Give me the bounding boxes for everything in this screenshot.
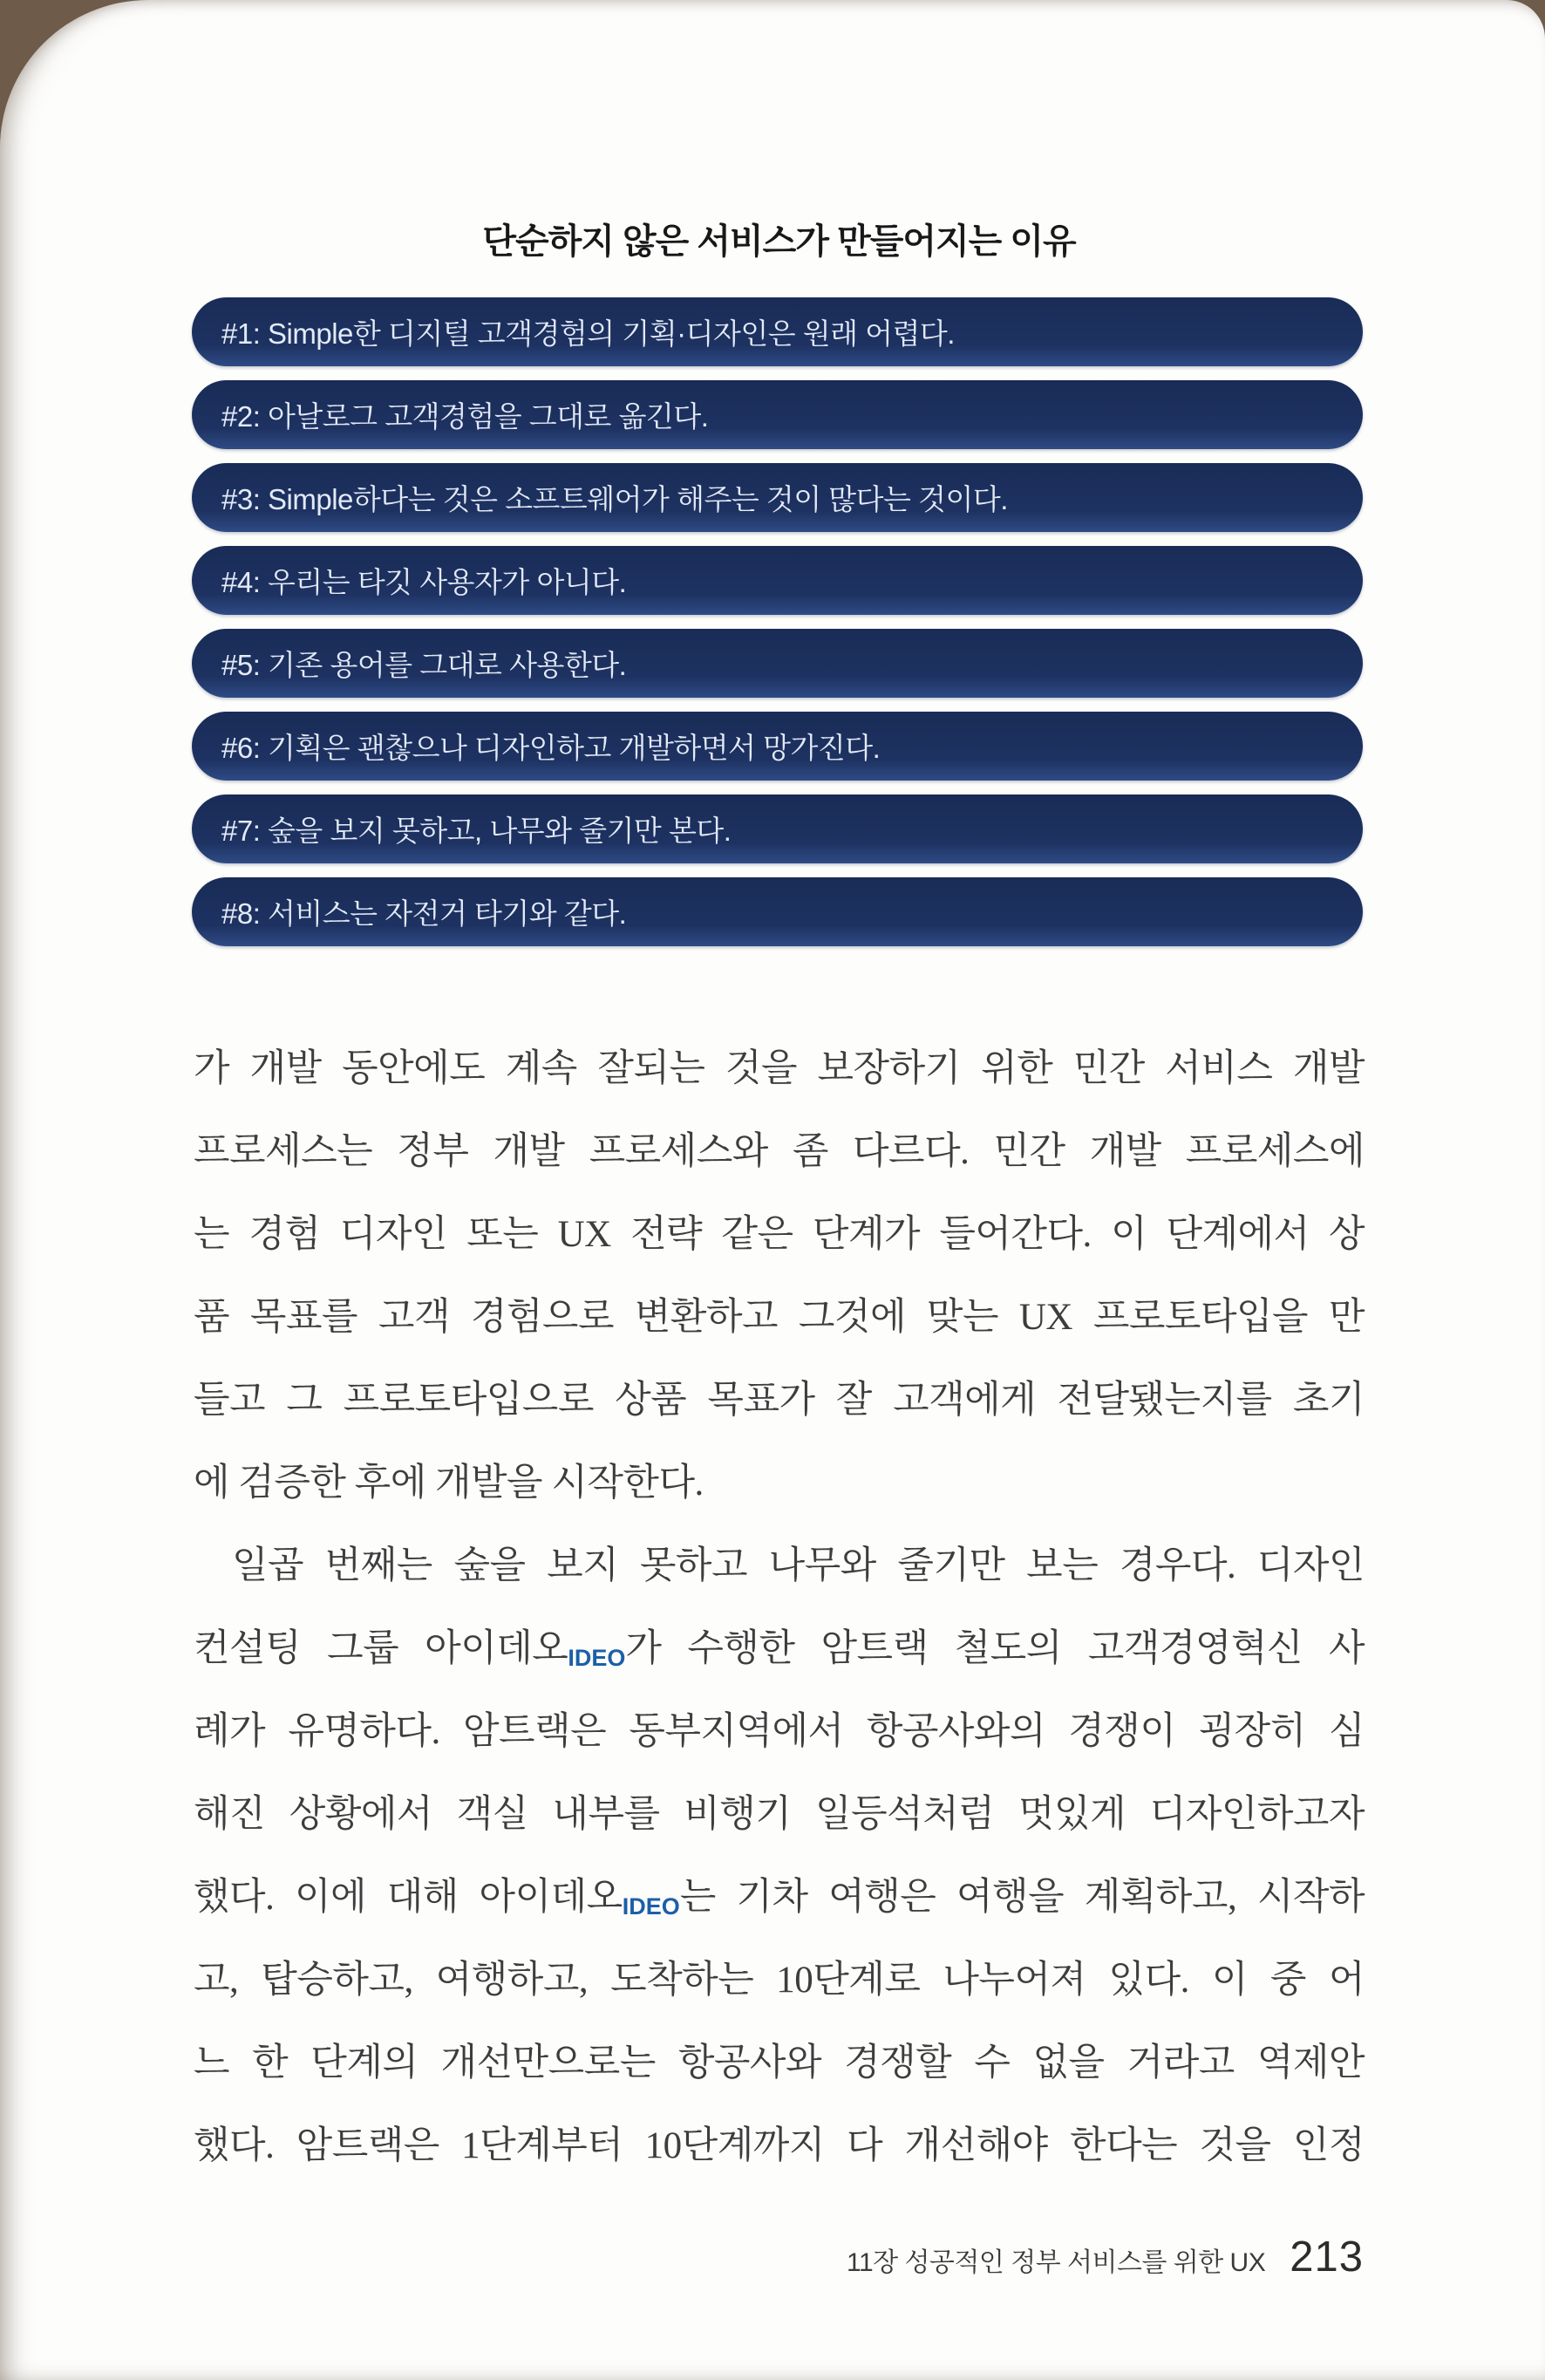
ideo-brand-label: IDEO (622, 1893, 680, 1920)
reason-pill (192, 463, 1363, 532)
body-line-text: 프로세스는 정부 개발 프로세스와 좀 다르다. 민간 개발 프로세스에 (194, 1131, 1365, 1172)
body-line (194, 2104, 1365, 2187)
body-line (194, 1276, 1365, 1359)
body-line-text: 례가 유명하다. 암트랙은 동부지역에서 항공사와의 경쟁이 굉장히 심 (194, 1711, 1365, 1752)
reason-pill (192, 297, 1363, 366)
reason-pill-label: #7: 숲을 보지 못하고, 나무와 줄기만 본다. (221, 815, 732, 847)
reason-pill-label: #8: 서비스는 자전거 타기와 같다. (221, 897, 627, 930)
body-line (194, 1939, 1365, 2022)
reason-pill (192, 794, 1363, 863)
body-line-text: 품 목표를 고객 경험으로 변환하고 그것에 맞는 UX 프로토타입을 만 (194, 1297, 1365, 1338)
body-line (194, 1524, 1365, 1607)
body-line (194, 1442, 1365, 1524)
body-line-text: 느 한 단계의 개선만으로는 항공사와 경쟁할 수 없을 거라고 역제안 (194, 2042, 1365, 2083)
reason-pill-label: #5: 기존 용어를 그대로 사용한다. (221, 649, 627, 681)
reason-pill-label: #1: Simple한 디지털 고객경험의 기획·디자인은 원래 어렵다. (221, 317, 955, 350)
reason-pill-label: #3: Simple하다는 것은 소프트웨어가 해주는 것이 많다는 것이다. (221, 483, 1008, 515)
reason-pill (192, 380, 1363, 449)
body-line-text: 해진 상황에서 객실 내부를 비행기 일등석처럼 멋있게 디자인하고자 (194, 1794, 1365, 1835)
body-line (194, 1359, 1365, 1442)
reason-pill-label: #2: 아날로그 고객경험을 그대로 옮긴다. (221, 400, 709, 433)
reason-pill (192, 877, 1363, 946)
body-line (194, 1607, 1365, 1690)
body-line-text: 가 개발 동안에도 계속 잘되는 것을 보장하기 위한 민간 서비스 개발 (194, 1048, 1365, 1089)
body-line-text: 컨설팅 그룹 아이데오 (194, 1628, 568, 1669)
reason-pill-label: #6: 기획은 괜찮으나 디자인하고 개발하면서 망가진다. (221, 732, 881, 764)
page-title: 단순하지 않은 서비스가 만들어지는 이유 (482, 222, 1076, 261)
body-line-text: 에 검증한 후에 개발을 시작한다. (194, 1463, 704, 1504)
body-line (194, 1773, 1365, 1856)
body-line (194, 2022, 1365, 2104)
body-line-text: 는 경험 디자인 또는 UX 전략 같은 단계가 들어간다. 이 단계에서 상 (194, 1214, 1365, 1255)
reasons-list (192, 297, 1363, 960)
reason-pill (192, 629, 1363, 698)
page-number: 213 (1290, 2233, 1364, 2281)
reason-pill (192, 712, 1363, 781)
body-line-text: 가 수행한 암트랙 철도의 고객경영혁신 사 (625, 1628, 1365, 1669)
body-line (194, 1193, 1365, 1276)
body-line-text: 들고 그 프로토타입으로 상품 목표가 잘 고객에게 전달됐는지를 초기 (194, 1380, 1365, 1421)
page-footer (847, 2233, 1364, 2281)
reason-pill (192, 546, 1363, 615)
body-line (194, 1027, 1365, 1110)
body-line (194, 1856, 1365, 1939)
body-text (194, 1027, 1365, 2187)
body-line-text: 일곱 번째는 숲을 보지 못하고 나무와 줄기만 보는 경우다. 디자인 (232, 1545, 1365, 1586)
body-line-text: 는 기차 여행은 여행을 계획하고, 시작하 (679, 1877, 1365, 1918)
ideo-brand-label: IDEO (568, 1645, 626, 1671)
body-line (194, 1110, 1365, 1193)
body-line-text: 했다. 이에 대해 아이데오 (194, 1877, 623, 1918)
reason-pill-label: #4: 우리는 타깃 사용자가 아니다. (221, 566, 627, 598)
body-line-text: 고, 탑승하고, 여행하고, 도착하는 10단계로 나누어져 있다. 이 중 어 (194, 1960, 1365, 2001)
body-line (194, 1690, 1365, 1773)
body-line-text: 했다. 암트랙은 1단계부터 10단계까지 다 개선해야 한다는 것을 인정 (194, 2125, 1365, 2166)
chapter-label: 11장 성공적인 정부 서비스를 위한 UX (847, 2248, 1266, 2277)
